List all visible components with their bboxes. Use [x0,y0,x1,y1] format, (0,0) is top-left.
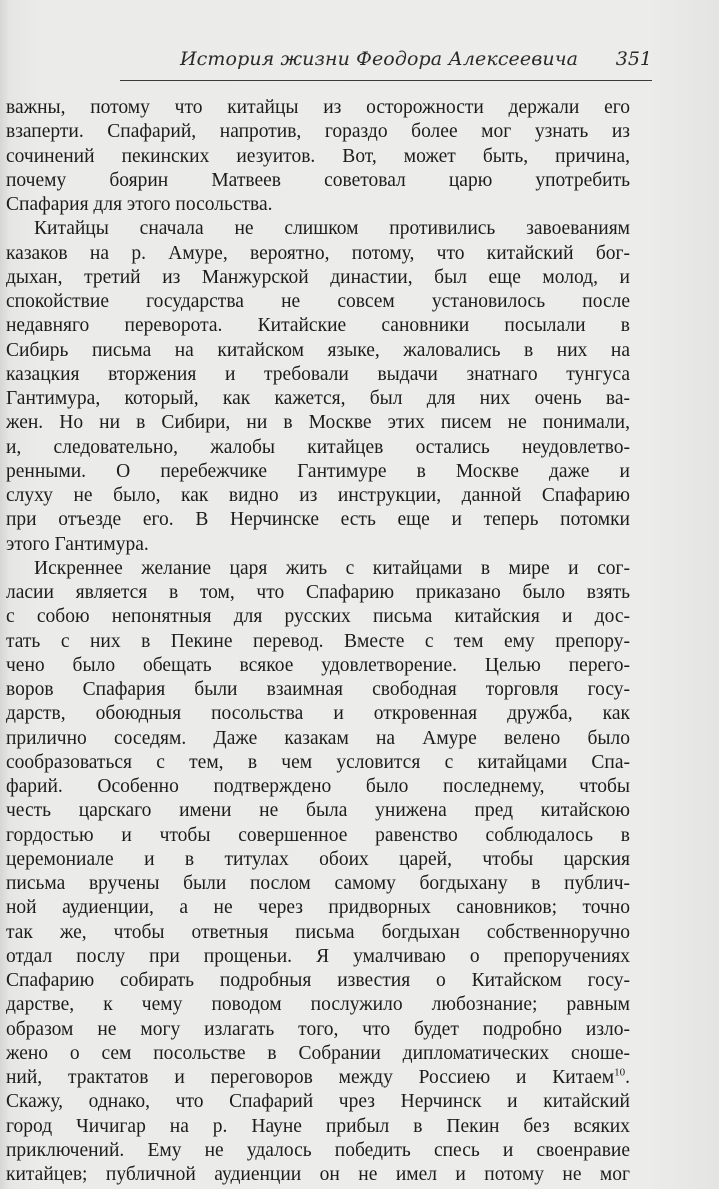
text-line [6,824,630,848]
text-line [6,96,630,120]
text-line [6,387,630,411]
text-line [6,290,630,314]
text-line-content: гордостью и чтобы совершенное равенство соблюдалось в [6,824,630,846]
header-rule [120,80,652,81]
text-line [6,1163,630,1187]
text-line [6,242,630,266]
text-line [6,969,630,993]
text-line [6,751,630,775]
text-line [6,145,630,169]
text-line-content: Спафарию собирать подробныя известия о Китайском госу- [6,970,630,991]
text-line [6,217,630,241]
text-line-content: дыхан, третий из Манжурской династии, был еще молод, и [6,266,630,288]
text-line-content: фарий. Особенно подтверждено было последнему, чтобы [6,776,630,797]
text-line [6,436,630,460]
footnote-marker: 10 [614,1066,626,1079]
text-line-content: казаков на р. Амуре, вероятно, потому, что китайский бог- [6,242,630,264]
text-line-content: ний, трактатов и переговоров между Россиею и Китаем [6,1067,615,1088]
text-line [6,557,630,581]
text-line [6,678,630,702]
text-line-content: китайцев; публичной аудиенции он не имел и потому не мог [6,1164,630,1185]
text-line-content: церемониале и в титулах обоих царей, чтобы царския [6,848,630,870]
text-line [6,1042,630,1066]
text-line [6,1018,630,1042]
text-line [6,266,630,290]
text-line [6,411,630,435]
text-line-content: жен. Но ни в Сибири, ни в Москве этих писем не понимали, [6,412,630,434]
text-line-content: сочинений пекинских иезуитов. Вот, может быть, причина, [6,145,630,167]
text-line [6,460,630,484]
text-line [6,702,630,726]
text-line-content: отдал послу при прощеньи. Я умалчиваю о препоручениях [6,945,630,967]
text-line [6,872,630,896]
text-line [6,896,630,920]
text-line-content: дарств, обоюдныя посольства и откровенная дружба, как [6,703,630,725]
text-line-content: ренными. О перебежчике Гантимуре в Москве даже и [6,460,630,482]
text-line [6,1090,630,1114]
text-line [6,993,630,1017]
text-line [6,775,630,799]
text-line [6,1139,630,1163]
text-line-content: город Чичигар на р. Науне прибыл в Пекин без всяких [6,1115,630,1137]
text-line-content: ласии является в том, что Спафарию приказано было взять [6,582,630,603]
text-line-content: сообразоваться с тем, в чем условится с китайцами Спа- [6,751,630,773]
text-line [6,727,630,751]
paragraph [6,96,630,217]
text-line-content: спокойствие государства не совсем установилось после [6,291,630,312]
text-line-content: образом не могу излагать того, что будет подробно изло- [6,1018,630,1040]
text-line-content: приключений. Ему не удалось победить спесь и своенравие [6,1139,630,1161]
text-line-content: с собою непонятныя для русских письма китайския и дос- [6,606,630,628]
paragraph [6,557,630,1188]
text-line-content: Сибирь письма на китайском языке, жаловались в них на [6,339,630,361]
text-line-content: Китайцы сначала не слишком противились завоеваниям [34,218,630,240]
paragraph [6,217,630,557]
text-line-content: чено было обещать всякое удовлетворение. Целью перего- [6,654,630,676]
text-line-content: Искреннее желание царя жить с китайцами в мире и сог- [34,557,630,579]
text-line-content: слуху не было, как видно из инструкции, данной Спафарию [6,485,630,506]
text-line: ний, трактатов и переговоров между Россиею и Китаем$^{10}$. [6,1066,630,1088]
text-line-content: ной аудиенции, а не через придворных сановников; точно [6,897,630,919]
page-number: 351 [615,48,652,70]
text-line-content: так же, чтобы ответныя письма богдыхан собственноручно [6,921,630,943]
text-line [6,799,630,823]
text-line-content: воров Спафария были взаимная свободная торговля госу- [6,679,630,700]
text-line-content: Спафария для этого посольства. [6,194,273,215]
text-line [6,630,630,654]
text-line-content: казацкия вторжения и требовали выдачи знатнаго тунгуса [6,363,630,385]
text-line [6,581,630,605]
text-line [6,605,630,629]
text-line-content: дарстве, к чему поводом послужило любознание; равным [6,994,630,1016]
text-line [6,508,630,532]
text-line [6,533,630,557]
text-line-content: недавняго переворота. Китайские сановники посылали в [6,315,630,337]
text-line [6,484,630,508]
text-line-content: письма вручены были послом самому богдыхану в публич- [6,873,630,894]
text-line-content: Гантимура, который, как кажется, был для них очень ва- [6,388,630,409]
text-line-content: честь царскаго имени не была унижена пред китайскою [6,800,630,822]
running-title: История жизни Феодора Алексеевича [180,48,579,70]
text-line [6,193,630,217]
text-line-content: взаперти. Спафарий, напротив, гораздо более мог узнать из [6,121,630,143]
text-line [6,848,630,872]
text-line-content: почему боярин Матвеев советовал царю употребить [6,169,630,191]
text-line-content: жено о сем посольстве в Собрании дипломатических сноше- [6,1042,630,1064]
text-line [6,339,630,363]
running-header [120,44,652,84]
text-body [6,96,630,1187]
text-line [6,363,630,387]
text-line-content: и, следовательно, жалобы китайцев остались неудовлетво- [6,436,630,458]
text-line-content: тать с них в Пекине перевод. Вместе с тем ему препору- [6,630,630,652]
text-line [6,945,630,969]
text-line [6,314,630,338]
text-line-content: важны, потому что китайцы из осторожности держали его [6,97,630,118]
text-line [6,120,630,144]
text-line-content: этого Гантимура. [6,533,149,555]
text-line-content: прилично соседям. Даже казакам на Амуре велено было [6,727,630,749]
text-line-content: при отъезде его. В Нерчинске есть еще и теперь потомки [6,509,630,531]
text-line-content: Скажу, однако, что Спафарий чрез Нерчинск и китайский [6,1091,630,1113]
text-line [6,654,630,678]
text-line [6,169,630,193]
text-line [6,1115,630,1139]
text-line [6,921,630,945]
